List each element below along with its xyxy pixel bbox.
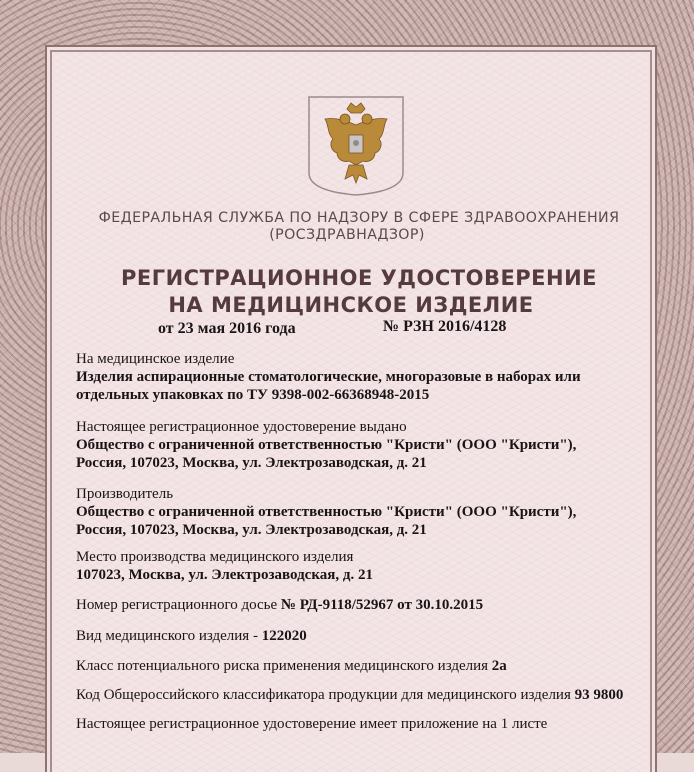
dossier-value: № РД-9118/52967 от 30.10.2015 [280, 597, 484, 613]
manufacturer-section [76, 485, 666, 539]
okp-section [76, 686, 666, 704]
appendix-text: Настоящее регистрационное удостоверение имеет приложение на 1 листе [76, 716, 548, 732]
document-title-line2: НА МЕДИЦИНСКОЕ ИЗДЕЛИЕ [168, 293, 534, 317]
device-section [76, 350, 666, 404]
issue-date: от 23 мая 2016 года [158, 320, 296, 337]
manufacturer-label: Производитель [76, 486, 174, 502]
issued-to-section [76, 418, 666, 472]
production-site-label: Место производства медицинского изделия [76, 549, 354, 565]
dossier-section [76, 596, 666, 614]
agency-name: ФЕДЕРАЛЬНАЯ СЛУЖБА ПО НАДЗОРУ В СФЕРЕ ЗДРАВООХРАНЕНИЯ [98, 210, 620, 226]
risk-class-label: Класс потенциального риска применения медицинского изделия [76, 658, 489, 674]
issued-to-line2: Россия, 107023, Москва, ул. Электрозаводская, д. 21 [76, 455, 427, 471]
risk-class-value: 2а [491, 658, 507, 674]
dossier-label: Номер регистрационного досье [76, 597, 278, 613]
kind-section [76, 627, 666, 645]
device-name-line2: отдельных упаковках по ТУ 9398-002-66368948-2015 [76, 387, 430, 403]
agency-abbreviation: (РОСЗДРАВНАДЗОР) [269, 227, 425, 243]
coat-of-arms-icon [307, 95, 405, 197]
registration-number: № РЗН 2016/4128 [383, 318, 507, 335]
risk-class-section [76, 657, 666, 675]
kind-value: 122020 [261, 628, 307, 644]
production-site-address: 107023, Москва, ул. Электрозаводская, д. 21 [76, 567, 373, 583]
device-name-line1: Изделия аспирационные стоматологические, многоразовые в наборах или [76, 369, 581, 385]
issued-to-label: Настоящее регистрационное удостоверение выдано [76, 419, 407, 435]
production-site-section [76, 548, 666, 584]
appendix-section [76, 715, 666, 733]
kind-label: Вид медицинского изделия - [76, 628, 258, 644]
okp-label: Код Общероссийского классификатора продукции для медицинского изделия [76, 687, 571, 703]
manufacturer-line2: Россия, 107023, Москва, ул. Электрозаводская, д. 21 [76, 522, 427, 538]
device-label: На медицинское изделие [76, 351, 235, 367]
document-title-line1: РЕГИСТРАЦИОННОЕ УДОСТОВЕРЕНИЕ [120, 266, 598, 290]
issued-to-line1: Общество с ограниченной ответственностью "Кристи" (ООО "Кристи"), [76, 437, 577, 453]
manufacturer-line1: Общество с ограниченной ответственностью "Кристи" (ООО "Кристи"), [76, 504, 577, 520]
okp-value: 93 9800 [574, 687, 624, 703]
